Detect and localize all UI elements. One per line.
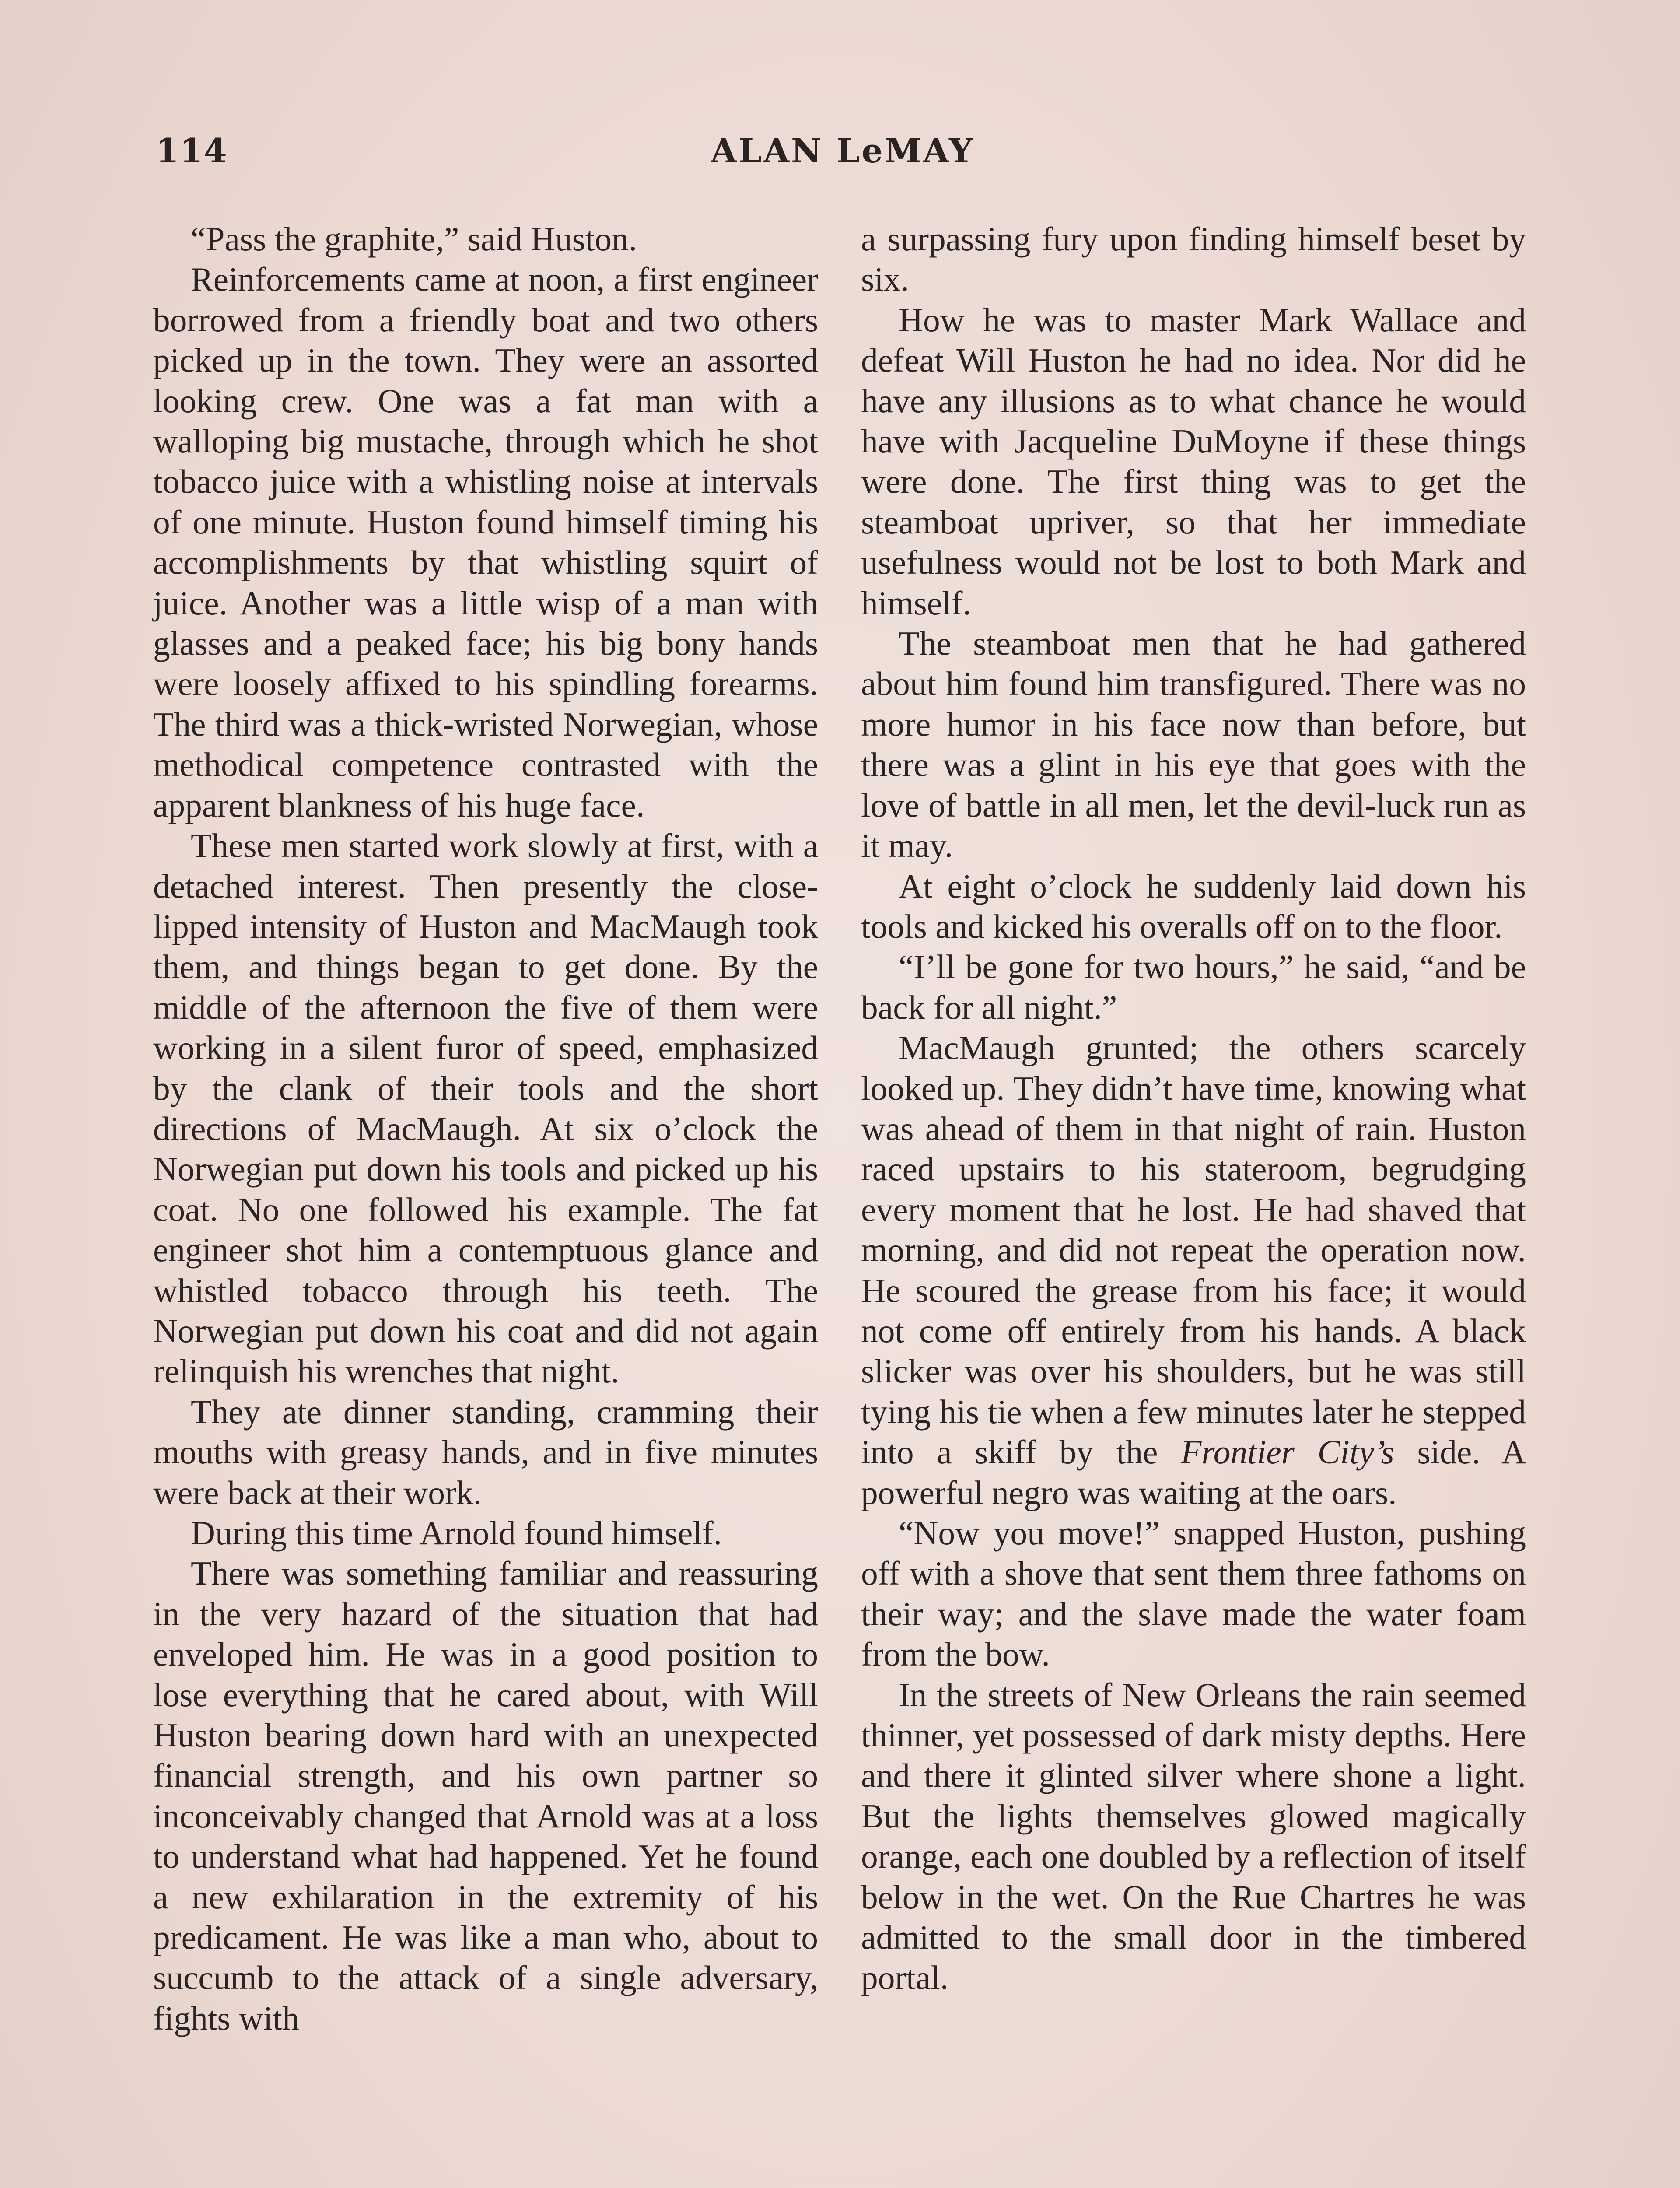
left-column xyxy=(153,219,818,2038)
paragraph: Reinforcements came at noon, a first engineer borrowed from a friendly boat and two others picked up in the town. They were an assorted looking crew. One was a fat man with a walloping big mustache, through which he shot tobacco juice with a whistling noise at intervals of one minute. Huston found himself timing his accomplishments by that whistling squirt of juice. Another was a little wisp of a man with glasses and a peaked face; his big bony hands were loosely affixed to his spindling forearms. The third was a thick-wristed Norwegian, whose methodical competence contrasted with the apparent blankness of his huge face. xyxy=(153,260,818,824)
paragraph: In the streets of New Orleans the rain seemed thinner, yet possessed of dark misty depths. Here and there it glinted silver where shone a light. But the lights themselves glowed magically orange, each one doubled by a reflection of itself below in the wet. On the Rue Chartres he was admitted to the small door in the timbered portal. xyxy=(861,1676,1526,1997)
page-number: 114 xyxy=(156,131,228,170)
paragraph: During this time Arnold found himself. xyxy=(191,1514,722,1552)
paragraph: They ate dinner standing, cramming their mouths with greasy hands, and in five minutes were back at their work. xyxy=(153,1392,818,1511)
paragraph: At eight o’clock he suddenly laid down his tools and kicked his overalls off on to the floor. xyxy=(861,867,1526,945)
paragraph: How he was to master Mark Wallace and defeat Will Huston he had no idea. Nor did he have any illusions as to what chance he would have with Jacqueline DuMoyne if these things were done. The first thing was to get the steamboat upriver, so that her immediate usefulness would not be lost to both Mark and himself. xyxy=(861,301,1526,622)
paragraph: “Now you move!” snapped Huston, pushing off with a shove that sent them three fathoms on their way; and the slave made the water foam from the bow. xyxy=(861,1514,1526,1673)
ship-name: Frontier City’s xyxy=(1181,1433,1394,1471)
paragraph: There was something familiar and reassuring in the very hazard of the situation that had enveloped him. He was in a good position to lose everything that he cared about, with Will Huston bearing down hard with an unexpected financial strength, and his own partner so inconceivably changed that Arnold was at a loss to understand what had happened. Yet he found a new exhilaration in the extremity of his predicament. He was like a man who, about to succumb to the attack of a single adversary, fights with xyxy=(153,1554,818,2037)
paragraph: “Pass the graphite,” said Huston. xyxy=(191,220,637,258)
running-head xyxy=(156,131,1530,179)
paragraph xyxy=(861,1027,1526,1513)
running-title: ALAN LeMAY xyxy=(710,131,975,170)
paragraph-text: side. A powerful negro was waiting at the oars. xyxy=(861,1433,1526,1511)
paragraph: “I’ll be gone for two hours,” he said, “and be back for all night.” xyxy=(861,948,1526,1026)
paragraph-continued: a surpassing fury upon finding himself beset by six. xyxy=(861,220,1526,298)
right-column xyxy=(861,219,1526,1998)
paragraph-text: MacMaugh grunted; the others scarcely looked up. They didn’t have time, knowing what was ahead of them in that night of rain. Huston raced upstairs to his stateroom, begrudging every moment that he lost. He had shaved that morning, and did not repeat the operation now. He scoured the grease from his face; it would not come off entirely from his hands. A black slicker was over his shoulders, but he was still tying his tie when a few minutes later he stepped into a skiff by the xyxy=(861,1029,1526,1471)
paragraph: The steamboat men that he had gathered about him found him transfigured. There was no more humor in his face now than before, but there was a glint in his eye that goes with the love of battle in all men, let the devil-luck run as it may. xyxy=(861,624,1526,865)
paragraph: These men started work slowly at first, with a detached interest. Then presently the close-lipped intensity of Huston and MacMaugh took them, and things began to get done. By the middle of the afternoon the five of them were working in a silent furor of speed, emphasized by the clank of their tools and the short directions of MacMaugh. At six o’clock the Norwegian put down his tools and picked up his coat. No one followed his example. The fat engineer shot him a contemptuous glance and whistled tobacco through his teeth. The Norwegian put down his coat and did not again relinquish his wrenches that night. xyxy=(153,827,818,1390)
